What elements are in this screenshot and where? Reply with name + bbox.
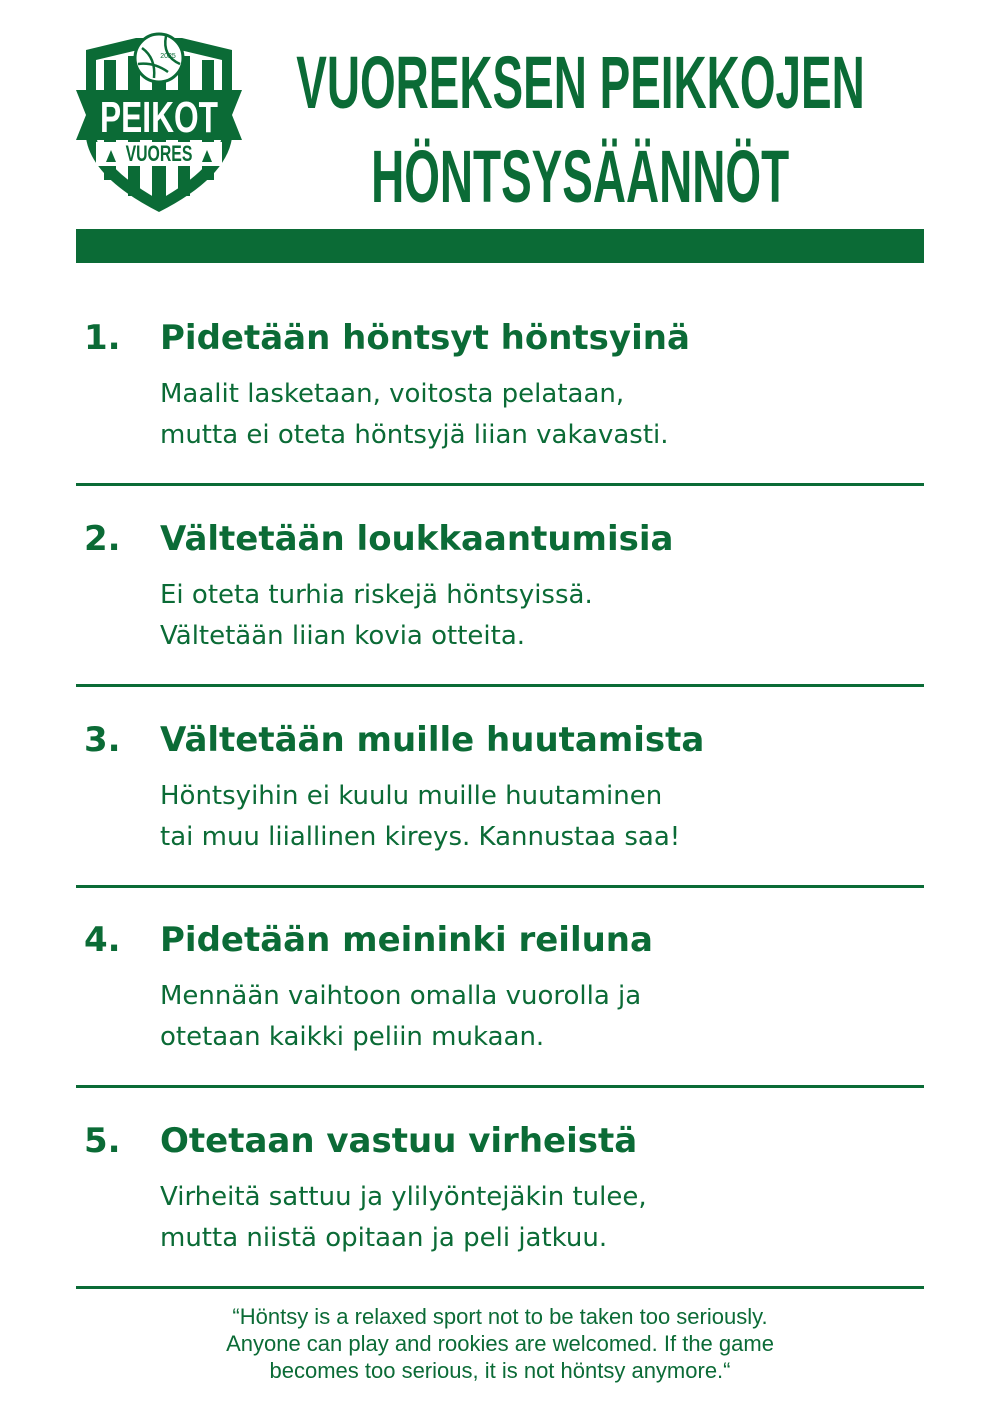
rule-line: mutta ei oteta höntsyjä liian vakavasti.: [160, 420, 669, 450]
rule-line: Höntsyihin ei kuulu muille huutaminen: [160, 781, 663, 811]
rule-heading: Vältetään muille huutamista: [160, 720, 705, 760]
rule-line: Maalit lasketaan, voitosta pelataan,: [160, 379, 625, 409]
rule-number: 4.: [84, 920, 121, 960]
rule-line: otetaan kaikki peliin mukaan.: [160, 1022, 545, 1052]
footer-quote: [100, 1303, 900, 1384]
divider: [76, 885, 924, 888]
logo-year: 2025: [160, 53, 176, 60]
header-bar: [76, 229, 924, 263]
rule-heading: Pidetään meininki reiluna: [160, 920, 653, 960]
page-title-row2: [260, 135, 900, 218]
rule-number: 3.: [84, 720, 121, 760]
rule-heading: Otetaan vastuu virheistä: [160, 1121, 638, 1161]
rule-line: Virheitä sattuu ja ylilyöntejäkin tulee,: [160, 1182, 647, 1212]
divider: [76, 1085, 924, 1088]
page-title-line1: VUOREKSEN PEIKKOJEN: [295, 41, 865, 124]
quote-line: Anyone can play and rookies are welcomed. If the game: [226, 1331, 774, 1356]
rule-heading: Pidetään höntsyt höntsyinä: [160, 318, 690, 358]
logo-subtext: VUORES: [125, 142, 193, 167]
rule-description: [160, 1177, 647, 1259]
rule-line: Mennään vaihtoon omalla vuorolla ja: [160, 981, 642, 1011]
rule-line: mutta niistä opitaan ja peli jatkuu.: [160, 1223, 608, 1253]
rule-heading: Vältetään loukkaantumisia: [160, 519, 674, 559]
page-title-line2: HÖNTSYSÄÄNNÖT: [370, 135, 790, 218]
rule-line: tai muu liiallinen kireys. Kannustaa saa!: [160, 822, 681, 852]
divider: [76, 483, 924, 486]
peikot-vuores-logo: [76, 28, 242, 216]
quote-line: becomes too serious, it is not höntsy anymore.“: [269, 1358, 731, 1383]
quote-line: “Höntsy is a relaxed sport not to be taken too seriously.: [232, 1304, 768, 1329]
rule-description: [160, 575, 593, 657]
rule-description: [160, 374, 669, 456]
rule-number: 1.: [84, 318, 121, 358]
divider: [76, 1286, 924, 1289]
rule-description: [160, 976, 641, 1058]
divider: [76, 684, 924, 687]
page-title-row1: [260, 41, 900, 124]
rule-number: 2.: [84, 519, 121, 559]
rule-line: Vältetään liian kovia otteita.: [160, 621, 526, 651]
rule-number: 5.: [84, 1121, 121, 1161]
rule-description: [160, 776, 680, 858]
logo-text: PEIKOT: [100, 92, 218, 143]
rule-line: Ei oteta turhia riskejä höntsyissä.: [160, 580, 593, 610]
